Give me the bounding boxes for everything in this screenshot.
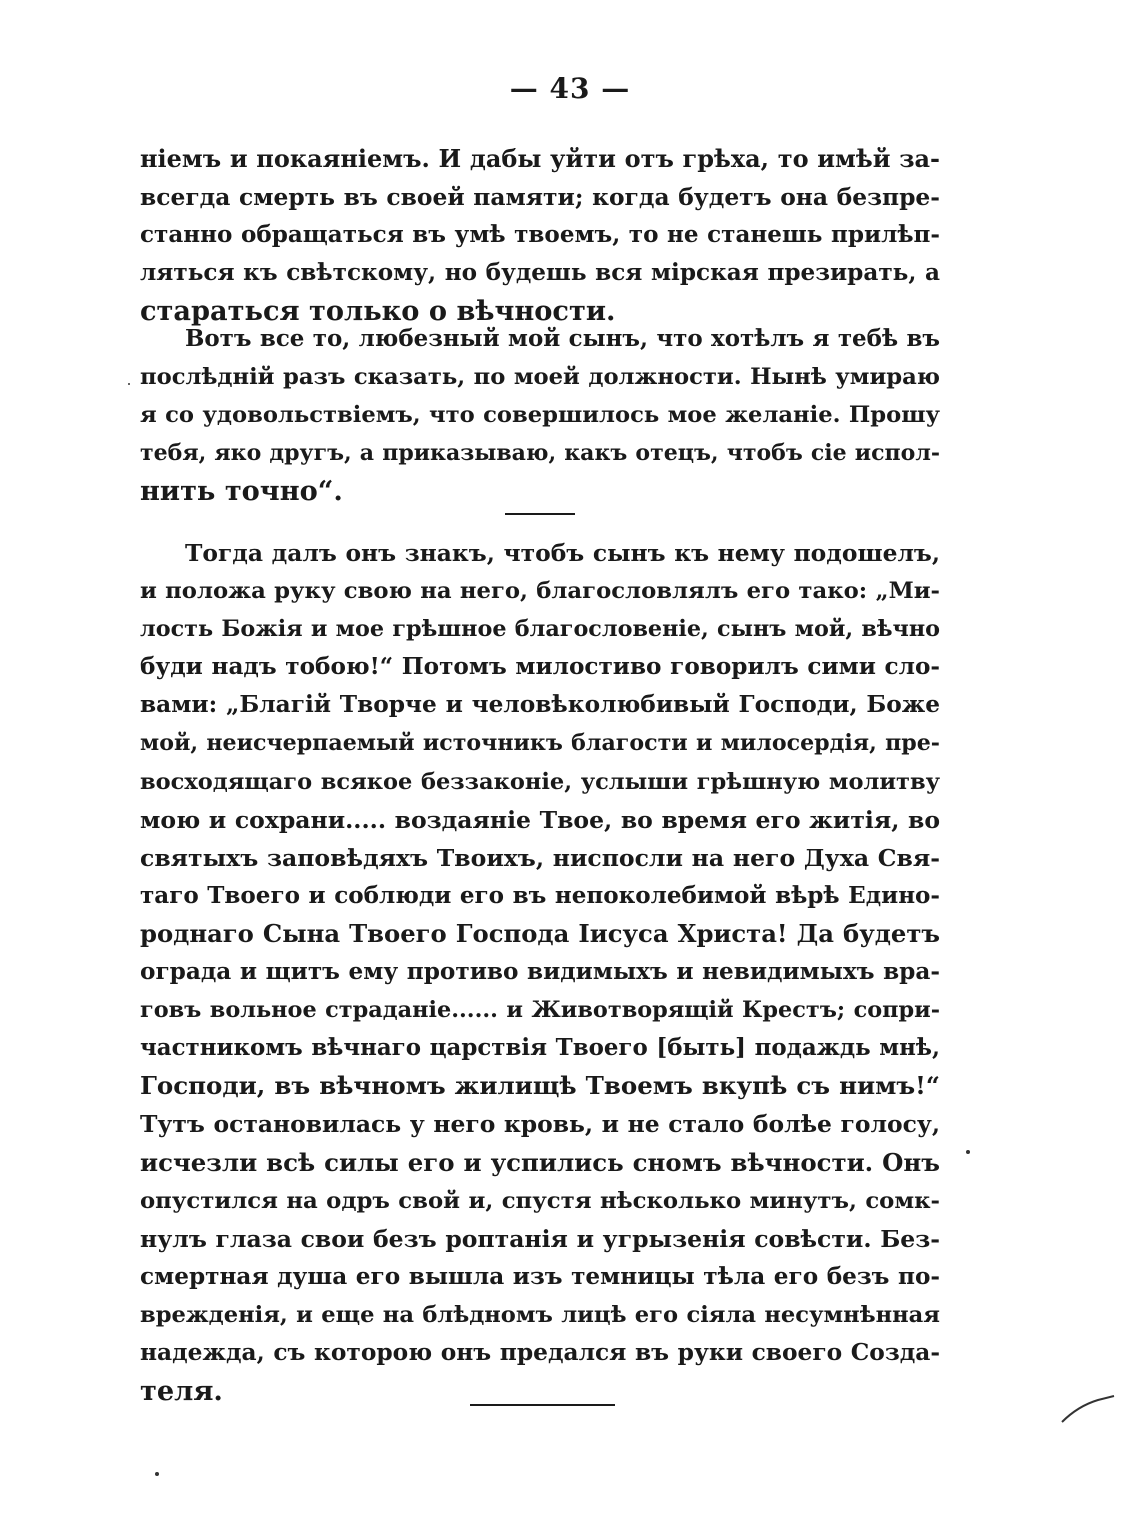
text-line: станно обращаться въ умѣ твоемъ, то не станешь прилѣп- [140, 221, 940, 249]
text-line: нить точно“. [140, 475, 343, 508]
end-divider [470, 1404, 615, 1406]
text-line: я со удовольствіемъ, что совершилось мое желаніе. Прошу [140, 402, 940, 429]
text-line: говъ вольное страданіе...... и Животворящій Крестъ; сопри- [140, 997, 940, 1024]
text-line: стараться только о вѣчности. [140, 295, 616, 328]
text-line: таго Твоего и соблюди его въ непоколебимой вѣрѣ Едино- [140, 881, 940, 909]
text-line: послѣдній разъ сказать, по моей должности. Нынѣ умираю [140, 364, 940, 391]
text-line: буди надъ тобою!“ Потомъ милостиво говорилъ сими сло- [140, 653, 940, 681]
text-line: Вотъ все то, любезный мой сынъ, что хотѣлъ я тебѣ въ [185, 325, 940, 352]
text-line: мою и сохрани..... воздаяніе Твое, во время его житія, во [140, 805, 940, 834]
page-number: — 43 — [509, 72, 631, 105]
text-line: надежда, съ которою онъ предался въ руки своего Созда- [140, 1338, 940, 1366]
text-line: святыхъ заповѣдяхъ Твоихъ, ниспосли на него Духа Свя- [140, 843, 940, 872]
ink-speck [128, 383, 130, 385]
text-line: теля. [140, 1375, 223, 1408]
text-line: врежденія, и еще на блѣдномъ лицѣ его сіяла несумнѣнная [140, 1301, 940, 1328]
text-line: опустился на одръ свой и, спустя нѣсколько минутъ, сомк- [140, 1187, 940, 1214]
text-line: лость Божія и мое грѣшное благословеніе, сынъ мой, вѣчно [140, 616, 940, 643]
text-line: исчезли всѣ силы его и успились сномъ вѣчности. Онъ [140, 1147, 940, 1177]
ink-speck [966, 1150, 970, 1154]
text-line: ніемъ и покаяніемъ. И дабы уйти отъ грѣха, то имѣй за- [140, 144, 940, 173]
text-line: всегда смерть въ своей памяти; когда будетъ она безпре- [140, 183, 940, 212]
text-line: ляться къ свѣтскому, но будешь вся мірская презирать, а [140, 259, 940, 287]
paragraph-continuation [140, 140, 940, 330]
text-line: Тутъ остановилась у него кровь, и не стало болѣе голосу, [140, 1110, 940, 1139]
text-line: восходящаго всякое беззаконіе, услыши грѣшную молитву [140, 768, 940, 795]
text-line: смертная душа его вышла изъ темницы тѣла его безъ по- [140, 1262, 940, 1290]
text-line: Тогда далъ онъ знакъ, чтобъ сынъ къ нему подошелъ, [185, 539, 940, 567]
text-line: частникомъ вѣчнаго царствія Твоего [быть] подаждь мнѣ, [140, 1034, 940, 1062]
ink-speck [155, 1472, 159, 1476]
text-line: нулъ глаза свои безъ роптанія и угрызенія совѣсти. Без- [140, 1224, 940, 1253]
paragraph-father-speech [140, 320, 940, 510]
text-line: роднаго Сына Твоего Господа Іисуса Христа! Да будетъ [140, 918, 940, 948]
text-line: вами: „Благій Творче и человѣколюбивый Господи, Боже [140, 691, 940, 719]
text-line: тебя, яко другъ, а приказываю, какъ отецъ, чтобъ сіе испол- [140, 440, 940, 467]
text-line: ограда и щитъ ему противо видимыхъ и невидимыхъ вра- [140, 958, 940, 986]
text-line: Господи, въ вѣчномъ жилищѣ Твоемъ вкупѣ съ нимъ!“ [140, 1071, 940, 1101]
text-line: мой, неисчерпаемый источникъ благости и милосердія, пре- [140, 730, 940, 757]
ink-stroke-mark [1058, 1388, 1118, 1428]
paragraph-blessing [140, 534, 940, 1410]
text-line: и положа руку свою на него, благословлялъ его тако: „Ми- [140, 578, 940, 605]
section-divider [505, 513, 575, 515]
